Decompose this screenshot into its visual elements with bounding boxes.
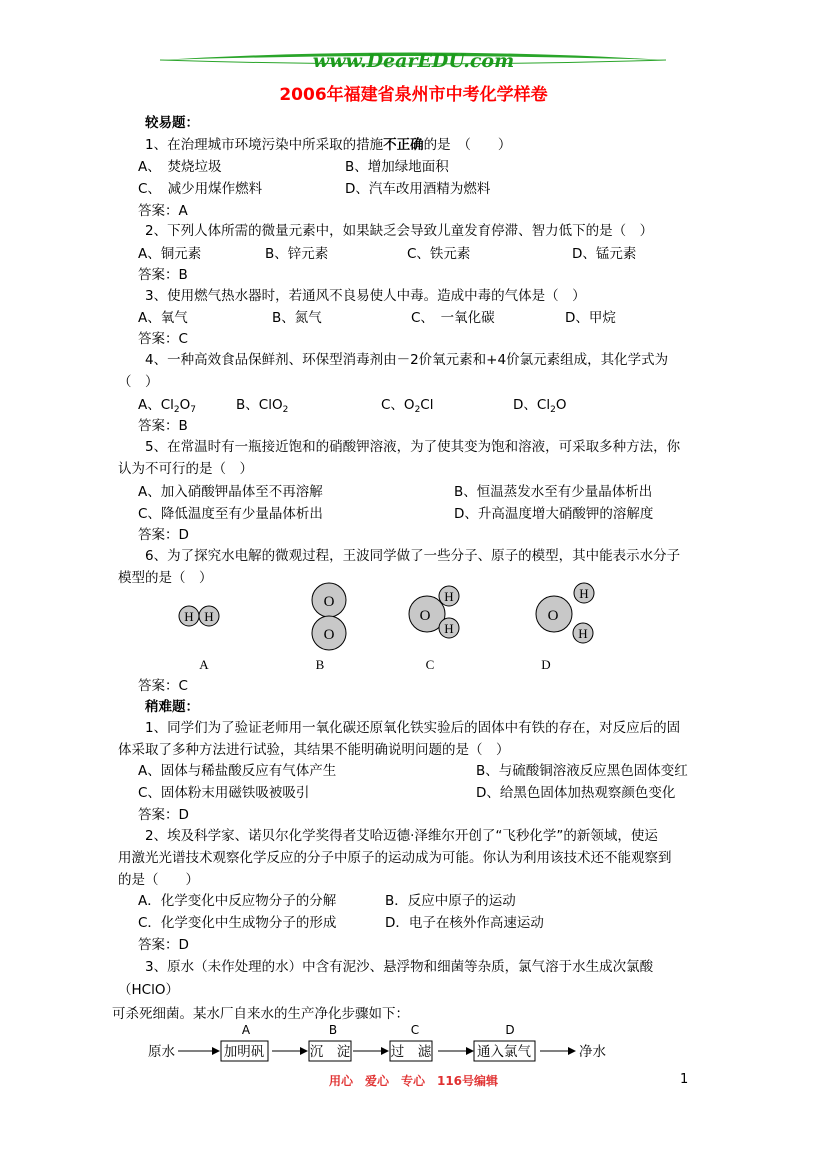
hard-q2-option-a: A．化学变化中反应物分子的分解: [138, 893, 337, 909]
model-a-label-h1: H: [184, 609, 194, 624]
flow-step-3: 过 滤: [390, 1044, 432, 1060]
flow-arrow-1: [212, 1047, 220, 1055]
easy-q3-stem: 3、使用燃气热水器时，若通风不良易使人中毒。造成中毒的气体是（ ）: [145, 288, 586, 304]
section-hard: 稍难题：: [145, 699, 199, 715]
hard-q2-stem-line1: 2、埃及科学家、诺贝尔化学奖得者艾哈迈德·泽维尔开创了“飞秒化学”的新领域，使运: [145, 828, 658, 844]
easy-q5-option-b: B、恒温蒸发水至有少量晶体析出: [454, 484, 653, 500]
easy-q5-stem-line1: 5、在常温时有一瓶接近饱和的硝酸钾溶液，为了使其变为饱和溶液，可采取多种方法，你: [145, 439, 681, 455]
model-label-b: B: [315, 657, 325, 672]
model-d-label-h1: H: [579, 586, 589, 601]
page-number: 1: [680, 1072, 689, 1087]
hard-q1-option-b: B、与硫酸铜溶液反应黑色固体变红: [476, 763, 688, 779]
easy-q4-stem-line1: 4、一种高效食品保鲜剂、环保型消毒剂由－2价氧元素和+4价氯元素组成，其化学式为: [145, 352, 669, 368]
hard-q2-stem-line3: 的是（ ）: [118, 872, 199, 888]
easy-q2-answer: 答案：B: [138, 267, 188, 283]
easy-q4-answer: 答案：B: [138, 418, 188, 434]
easy-q5-stem-line2: 认为不可行的是（ ）: [118, 461, 253, 477]
page-title: 2006年福建省泉州市中考化学样卷: [279, 85, 548, 105]
flow-step-2: 沉 淀: [309, 1044, 351, 1060]
model-b-label-o2: O: [323, 627, 335, 643]
hard-q2-option-d: D．电子在核外作高速运动: [385, 915, 544, 931]
hard-q1-stem-line1: 1、同学们为了验证老师用一氧化碳还原氧化铁实验后的固体中有铁的存在，对反应后的固: [145, 720, 681, 736]
model-c-label-h2: H: [444, 621, 454, 636]
easy-q5-option-c: C、降低温度至有少量晶体析出: [138, 506, 323, 522]
easy-q2-option-c: C、铁元素: [407, 246, 471, 262]
hard-q1-option-d: D、给黑色固体加热观察颜色变化: [476, 785, 676, 801]
flow-arrow-5: [568, 1047, 576, 1055]
hard-q2-option-c: C．化学变化中生成物分子的形成: [138, 915, 337, 931]
easy-q4-option-c: C、$O_2Cl$: [381, 397, 434, 415]
section-easy: 较易题：: [145, 115, 199, 131]
easy-q6-stem-line2: 模型的是（ ）: [118, 570, 213, 586]
hard-q3-stem-line1: 3、原水（未作处理的水）中含有泥沙、悬浮物和细菌等杂质，氯气溶于水生成次氯酸: [145, 959, 654, 975]
easy-q1-answer: 答案：A: [138, 203, 188, 219]
hard-q1-answer: 答案：D: [138, 807, 189, 823]
easy-q3-option-a: A、氧气: [138, 310, 188, 326]
site-url: www.DearEDU.com: [312, 50, 515, 72]
flow-arrow-2: [300, 1047, 308, 1055]
model-label-d: D: [541, 657, 551, 672]
easy-q2-stem: 2、下列人体所需的微量元素中，如果缺乏会导致儿童发育停滞、智力低下的是（ ）: [145, 223, 654, 239]
flow-letter-d: D: [505, 1023, 515, 1037]
easy-q3-answer: 答案：C: [138, 331, 188, 347]
flow-start: 原水: [148, 1044, 175, 1060]
flow-step-4: 通入氯气: [477, 1044, 531, 1060]
flow-arrow-3: [381, 1047, 389, 1055]
model-label-a: A: [199, 657, 209, 672]
hard-q1-option-c: C、固体粉末用磁铁吸被吸引: [138, 785, 310, 801]
easy-q3-option-c: C、 一氧化碳: [411, 310, 495, 326]
easy-q6-stem-line1: 6、为了探究水电解的微观过程，王波同学做了一些分子、原子的模型，其中能表示水分子: [145, 548, 681, 564]
easy-q3-option-d: D、甲烷: [565, 310, 616, 326]
model-a-label-h2: H: [204, 609, 214, 624]
easy-q5-option-d: D、升高温度增大硝酸钾的溶解度: [454, 506, 654, 522]
easy-q1-option-a: A、 焚烧垃圾: [138, 159, 222, 175]
easy-q2-option-b: B、锌元素: [265, 246, 329, 262]
easy-q4-option-a: A、$Cl_2O_7$: [138, 397, 197, 415]
flow-letter-c: C: [410, 1023, 420, 1037]
flow-letter-a: A: [241, 1023, 251, 1037]
easy-q3-option-b: B、氮气: [272, 310, 322, 326]
easy-q1-option-c: C、 减少用煤作燃料: [138, 181, 263, 197]
easy-q4-stem-line2: （ ）: [118, 374, 159, 390]
flow-step-1: 加明矾: [223, 1044, 265, 1060]
easy-q2-option-d: D、锰元素: [572, 246, 637, 262]
easy-q5-option-a: A、加入硝酸钾晶体至不再溶解: [138, 484, 323, 500]
hard-q2-option-b: B．反应中原子的运动: [385, 893, 516, 909]
hard-q2-answer: 答案：D: [138, 937, 189, 953]
easy-q5-answer: 答案：D: [138, 527, 189, 543]
easy-q4-option-d: D、$Cl_2O$: [513, 397, 567, 415]
hard-q2-stem-line2: 用激光光谱技术观察化学反应的分子中原子的运动成为可能。你认为利用该技术还不能观察到: [118, 850, 672, 866]
hard-q3-stem-line3: 可杀死细菌。某水厂自来水的生产净化步骤如下：: [112, 1006, 409, 1022]
model-c-label-h1: H: [444, 589, 454, 604]
model-d-label-o: O: [547, 608, 559, 624]
easy-q1-stem: 1、在治理城市环境污染中所采取的措施不正确的是 （ ）: [145, 137, 512, 153]
model-c-label-o: O: [419, 608, 431, 624]
easy-q2-option-a: A、铜元素: [138, 246, 202, 262]
easy-q1-option-b: B、增加绿地面积: [345, 159, 449, 175]
easy-q1-option-d: D、汽车改用酒精为燃料: [345, 181, 491, 197]
easy-q4-option-b: B、ClO$_2$: [236, 397, 289, 415]
hard-q1-option-a: A、固体与稀盐酸反应有气体产生: [138, 763, 337, 779]
flow-letter-b: B: [328, 1023, 338, 1037]
model-label-c: C: [425, 657, 435, 672]
model-b-label-o1: O: [323, 594, 335, 610]
model-d-label-h2: H: [578, 626, 588, 641]
easy-q6-answer: 答案：C: [138, 678, 188, 694]
footer-note: 用心 爱心 专心 116号编辑: [328, 1074, 499, 1088]
flow-arrow-4: [466, 1047, 474, 1055]
flow-end: 净水: [579, 1044, 606, 1060]
hard-q3-stem-line2: （HClO）: [118, 982, 179, 998]
hard-q1-stem-line2: 体采取了多种方法进行试验，其结果不能明确说明问题的是（ ）: [118, 742, 510, 758]
